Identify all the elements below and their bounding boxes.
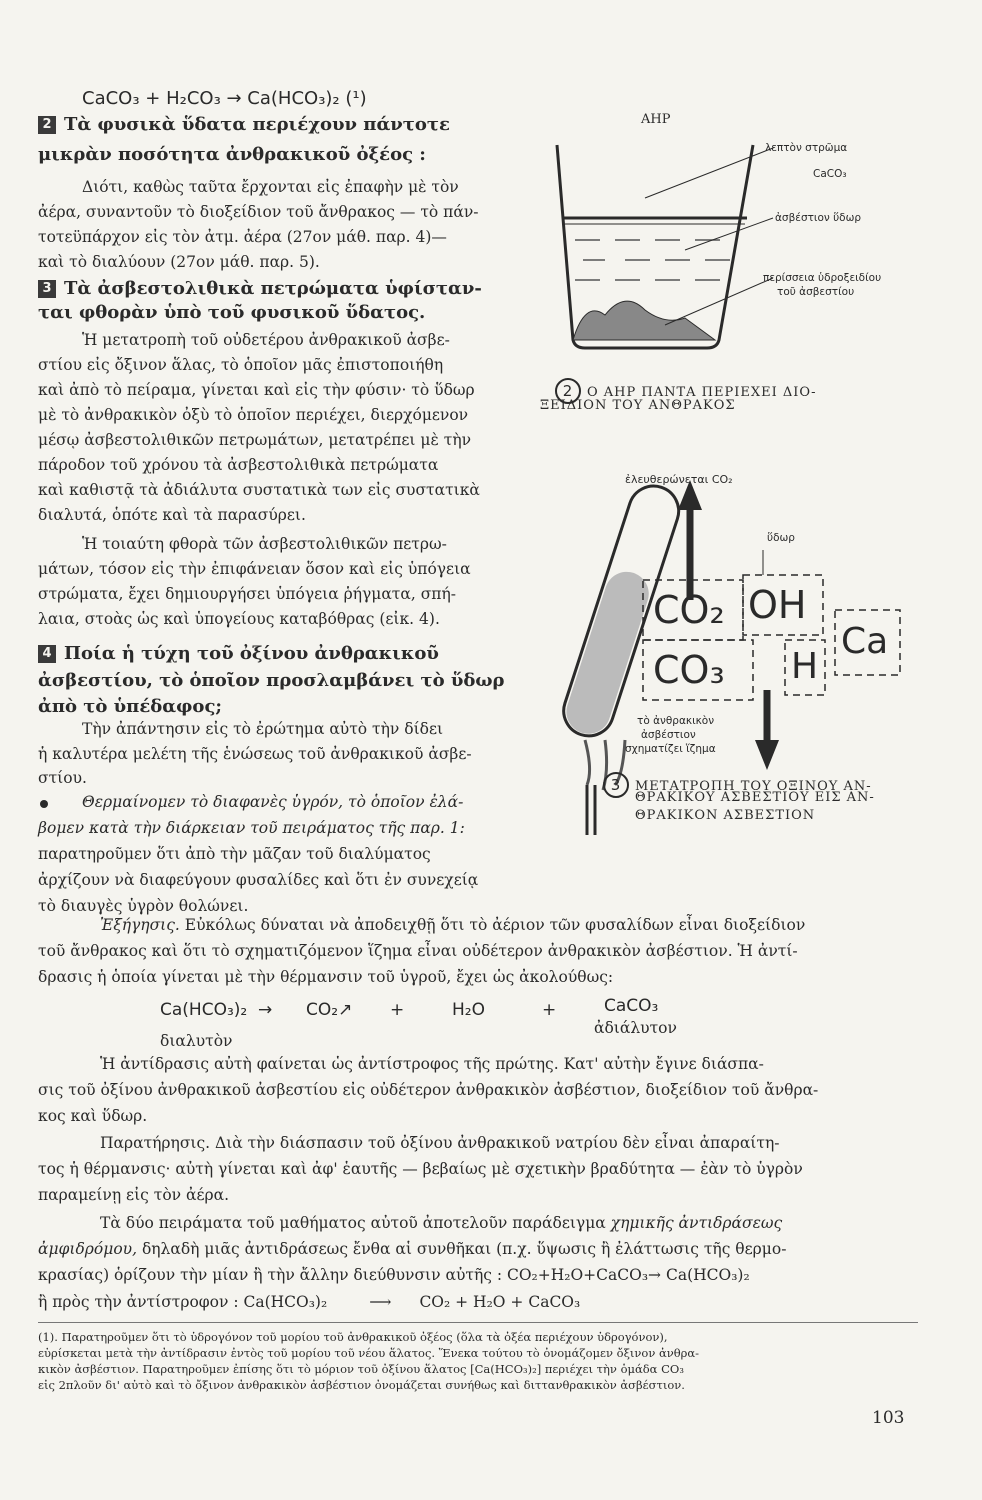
h-symbol: H — [791, 646, 819, 687]
text-line: ἡ καλυτέρα μελέτη τῆς ἑνώσεως τοῦ ἀνθρακικοῦ ἀσβε- — [38, 745, 472, 763]
text-line: μάτων, τόσον εἰς τὴν ἐπιφάνειαν ὅσον καὶ εἰς ὑπόγεια — [38, 560, 471, 578]
italic-span: ἀμφιδρόμου, — [38, 1240, 138, 1258]
text-line: τοτεϋπάρχον εἰς τὸν ἀτμ. ἀέρα (27ον μάθ. παρ. 4)— — [38, 228, 447, 246]
figure-number: 2 — [555, 378, 581, 404]
text-line: διαλυτά, ὁπότε καὶ τὰ παρασύρει. — [38, 506, 306, 524]
heading-line: Τὰ ἀσβεστολιθικὰ πετρώματα ὑφίσταν- — [64, 278, 482, 299]
footnote-line: εὑρίσκεται μετὰ τὴν ἀντίδρασιν ἐντὸς τοῦ μορίου τοῦ νέου ἅλατος. Ἕνεκα τούτου τὸ ὀνομάζομεν ὄξινον ἀνθρα- — [38, 1346, 700, 1360]
eq2-plus: + — [542, 1000, 557, 1020]
text-line: δρασις ἡ ὁποία γίνεται μὲ τὴν θέρμανσιν τοῦ ὑγροῦ, ἔχει ὡς ἀκολούθως: — [38, 968, 614, 986]
figure-2 — [540, 100, 965, 420]
figure-2-caption-l2: ΞΕΙΔΙΟΝ ΤΟΥ ΑΝΘΡΑΚΟΣ — [540, 398, 736, 413]
precip-label-l1: τὸ ἀνθρακικὸν — [637, 715, 715, 727]
text-line: καὶ καθιστᾷ τὰ ἀδιάλυτα συστατικὰ των εἰς συστατικὰ — [38, 481, 480, 499]
figure-3-caption-l3: ΘΡΑΚΙΚΟΝ ΑΣΒΕΣΤΙΟΝ — [635, 808, 816, 823]
text-line: στίου εἰς ὄξινον ἅλας, τὸ ὁποῖον μᾶς ἐπιστοποιήθη — [38, 356, 444, 374]
text-span: ἢ πρὸς τὴν ἀντίστροφον : Ca(HCO₃)₂ — [38, 1293, 328, 1311]
text-line: Διότι, καθὼς ταῦτα ἔρχονται εἰς ἐπαφὴν μὲ τὸν — [82, 178, 459, 196]
text-line: ἀέρα, συναντοῦν τὸ διοξείδιον τοῦ ἄνθρακος — τὸ πάν- — [38, 203, 479, 221]
final-line-1 — [100, 1216, 782, 1232]
label-pointer — [645, 148, 773, 198]
water-lines — [575, 240, 730, 280]
text-line: παραμείνῃ εἰς τὸν ἀέρα. — [38, 1186, 230, 1204]
caption-text: Ο ΑΗΡ ΠΑΝΤΑ ΠΕΡΙΕΧΕΙ ΔΙΟ- — [587, 385, 817, 400]
co3-symbol: CO₃ — [653, 648, 725, 692]
figure-3 — [545, 440, 965, 840]
text-span: Τὰ δύο πειράματα τοῦ μαθήματος αὐτοῦ ἀποτελοῦν παράδειγμα — [100, 1214, 611, 1232]
text-span: CO₂ + H₂O + CaCO₃ — [419, 1293, 581, 1311]
bullet-dot — [40, 800, 48, 808]
text-span: δηλαδὴ μιᾶς ἀντιδράσεως ἔνθα αἱ συνθῆκαι (π.χ. ὕψωσις ἢ ἐλάττωσις τῆς θερμο- — [137, 1240, 787, 1258]
section-2-heading — [38, 116, 450, 134]
text-line: καὶ τὸ διαλύουν (27ον μάθ. παρ. 5). — [38, 253, 320, 271]
final-line-2 — [38, 1242, 786, 1258]
co2-symbol: CO₂ — [653, 588, 725, 632]
arrow-glyph: ⟶ — [369, 1293, 392, 1311]
section-3-heading — [38, 280, 482, 298]
eq2-label-insoluble: ἀδιάλυτον — [594, 1019, 677, 1037]
explanation-text: Εὐκόλως δύναται νὰ ἀποδειχθῇ ὅτι τὸ ἀέριον τῶν φυσαλίδων εἶναι διοξείδιον — [179, 916, 806, 934]
text-line: πάροδον τοῦ χρόνου τὰ ἀσβεστολιθικὰ πετρώματα — [38, 456, 439, 474]
excess-label-l1: περίσσεια ὑδροξειδίου — [763, 272, 882, 284]
text-line: μέσῳ ἀσβεστολιθικῶν πετρωμάτων, μετατρέπει μὲ τὴν — [38, 431, 472, 449]
air-label: ΑΗΡ — [641, 112, 671, 127]
precip-arrow-head — [755, 740, 779, 770]
text-line: λαια, στοὰς ὡς καὶ ὑπογείους καταβόθρας (εἰκ. 4). — [38, 610, 440, 628]
thin-layer-label: λεπτὸν στρῶμα — [765, 142, 848, 154]
section-4-heading — [38, 645, 439, 663]
eq2-plus: + — [390, 1000, 405, 1020]
section-3-heading-l2: ται φθορὰν ὑπὸ τοῦ φυσικοῦ ὕδατος. — [38, 302, 426, 323]
label-pointer — [665, 278, 773, 325]
text-line: στίου. — [38, 769, 87, 787]
text-line-italic: βομεν κατὰ τὴν διάρκειαν τοῦ πειράματος τῆς παρ. 1: — [38, 819, 465, 837]
section-badge: 3 — [38, 280, 56, 298]
text-line: ἀρχίζουν νὰ διαφεύγουν φυσαλίδες καὶ ὅτι ἐν συνεχείᾳ — [38, 871, 479, 889]
footnote-line: (1). Παρατηροῦμεν ὅτι τὸ ὑδρογόνον τοῦ μορίου τοῦ ἀνθρακικοῦ ὀξέος (ὅλα τὰ ὀξέα περιέχουν ὑδρογόνον), — [38, 1330, 668, 1344]
text-line: μὲ τὸ ἀνθρακικὸν ὀξὺ τὸ ὁποῖον περιέχει, διερχόμενον — [38, 406, 469, 424]
text-line: Παρατήρησις. Διὰ τὴν διάσπασιν τοῦ ὀξίνου ἀνθρακικοῦ νατρίου δὲν εἶναι ἀπαραίτη- — [100, 1134, 780, 1152]
text-line-italic: Θερμαίνομεν τὸ διαφανὲς ὑγρόν, τὸ ὁποῖον ἐλά- — [82, 793, 464, 811]
explanation-line — [100, 918, 805, 934]
text-line: καὶ ἀπὸ τὸ πείραμα, γίνεται καὶ εἰς τὴν φύσιν· τὸ ὕδωρ — [38, 381, 475, 399]
ca-symbol: Ca — [841, 621, 889, 662]
footnote-line: κικὸν ἀσβέστιον. Παρατηροῦμεν ἐπίσης ὅτι τὸ μόριον τοῦ ὀξίνου ἅλατος [Ca(HCO₃)₂] περιέχει τὴν ὁμάδα CO₃ — [38, 1362, 684, 1376]
text-line: Ἡ μετατροπὴ τοῦ οὐδετέρου ἀνθρακικοῦ ἀσβε- — [82, 331, 450, 349]
eq2-left: Ca(HCO₃)₂ — [160, 1000, 248, 1020]
section-badge: 4 — [38, 645, 56, 663]
heading-line: Τὰ φυσικὰ ὕδατα περιέχουν πάντοτε — [64, 114, 450, 135]
text-line: Τὴν ἀπάντησιν εἰς τὸ ἐρώτημα αὐτὸ τὴν δίδει — [82, 720, 444, 738]
figure-2-drawing — [545, 100, 965, 420]
excess-label-l2: τοῦ ἀσβεστίου — [777, 286, 855, 298]
figure-3-caption-l2: ΘΡΑΚΙΚΟΥ ΑΣΒΕΣΤΙΟΥ ΕΙΣ ΑΝ- — [635, 790, 875, 805]
text-line: σις τοῦ ὀξίνου ἀνθρακικοῦ ἀσβεστίου εἰς οὐδέτερον ἀνθρακικὸν ἀσβέστιον, διοξείδιον τοῦ ἄνθρα- — [38, 1081, 819, 1099]
text-line: τος ἡ θέρμανσις· αὐτὴ γίνεται καὶ ἀφ' ἑαυτῆς — βεβαίως μὲ σχετικὴν βραδύτητα — ἐὰν τὸ ὑγρὸν — [38, 1160, 803, 1178]
eq2-arrow: → — [258, 1000, 273, 1020]
co2-released-label: ἐλευθερώνεται CO₂ — [625, 473, 733, 486]
text-line: τοῦ ἄνθρακος καὶ ὅτι τὸ σχηματιζόμενον ἵζημα εἶναι οὐδέτερον ἀνθρακικὸν ἀσβέστιον. Ἡ ἀντί- — [38, 942, 798, 960]
eq2-co2: CO₂↗ — [306, 1000, 353, 1020]
text-line: τὸ διαυγὲς ὑγρὸν θολώνει. — [38, 897, 249, 915]
equation-1: CaCO₃ + H₂CO₃ → Ca(HCO₃)₂ (¹) — [82, 88, 367, 109]
text-line: παρατηροῦμεν ὅτι ἀπὸ τὴν μᾶζαν τοῦ διαλύματος — [38, 845, 431, 863]
sediment — [573, 301, 715, 340]
page-number: 103 — [872, 1408, 905, 1428]
section-4-heading-l2: ἀσβεστίου, τὸ ὁποῖον προσλαμβάνει τὸ ὕδωρ — [38, 670, 505, 691]
label-pointer — [685, 218, 773, 250]
water-label: ὕδωρ — [767, 532, 795, 544]
eq2-label-soluble: διαλυτὸν — [160, 1032, 233, 1050]
final-line-3: κρασίας) ὁρίζουν τὴν μίαν ἢ τὴν ἄλλην διεύθυνσιν αὐτῆς : CO₂+H₂O+CaCO₃→ Ca(HCO₃)₂ — [38, 1266, 750, 1284]
figure-number: 3 — [603, 772, 629, 798]
explanation-label: Ἐξήγησις. — [100, 916, 180, 934]
limewater-label: ἀσβέστιον ὕδωρ — [775, 212, 862, 224]
heading-line: Ποία ἡ τύχη τοῦ ὀξίνου ἀνθρακικοῦ — [64, 643, 439, 664]
eq2-caco3: CaCO₃ — [604, 996, 659, 1016]
italic-span: χημικῆς ἀντιδράσεως — [610, 1214, 783, 1232]
text-line: στρώματα, ἔχει δημιουργήσει ὑπόγεια ῥήγματα, σπή- — [38, 585, 456, 603]
section-badge: 2 — [38, 116, 56, 134]
section-2-heading-l2: μικρὰν ποσότητα ἀνθρακικοῦ ὀξέος : — [38, 144, 426, 165]
caco3-label: CaCO₃ — [813, 168, 847, 180]
precip-label-l3: σχηματίζει ἵζημα — [625, 743, 716, 755]
precip-label-l2: ἀσβέστιον — [641, 729, 696, 741]
oh-symbol: OH — [748, 583, 807, 627]
text-line: Ἡ ἀντίδρασις αὐτὴ φαίνεται ὡς ἀντίστροφος τῆς πρώτης. Κατ' αὐτὴν ἔγινε διάσπα- — [100, 1055, 764, 1073]
caption-text: ΜΕΤΑΤΡΟΠΗ ΤΟΥ ΟΞΙΝΟΥ ΑΝ- — [635, 779, 872, 794]
text-line: κος καὶ ὕδωρ. — [38, 1107, 148, 1125]
final-line-4 — [38, 1295, 580, 1311]
section-4-heading-l3: ἀπὸ τὸ ὑπέδαφος; — [38, 696, 223, 717]
footnote-line: εἰς 2πλοῦν δι' αὐτὸ καὶ τὸ ὄξινον ἀνθρακικὸν ἀσβέστιον ὀνομάζεται συνήθως καὶ διττανθρακικὸν ἀσβέστιον. — [38, 1378, 685, 1392]
eq2-h2o: H₂O — [452, 1000, 485, 1020]
footnote-rule — [38, 1322, 918, 1323]
text-line: Ἡ τοιαύτη φθορὰ τῶν ἀσβεστολιθικῶν πετρω- — [82, 535, 447, 553]
